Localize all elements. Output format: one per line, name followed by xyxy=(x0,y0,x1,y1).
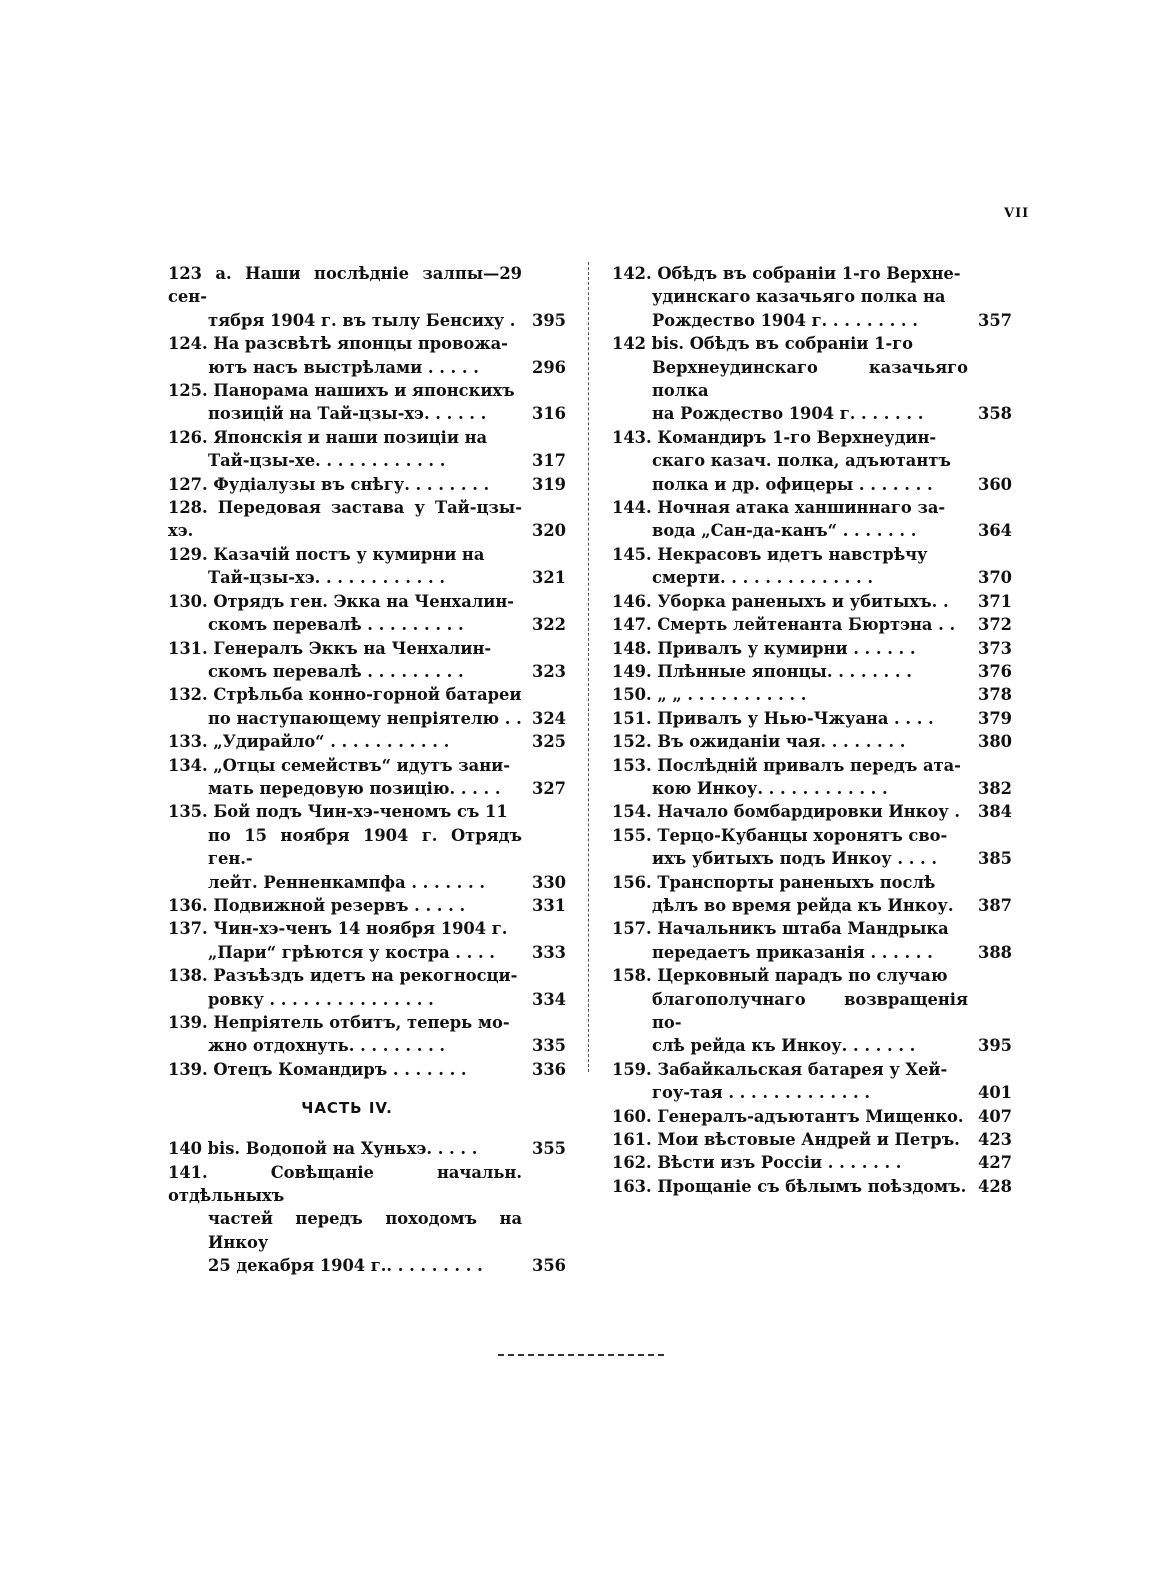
entry-line: 157. Начальникъ штаба Мандрыка xyxy=(612,919,949,939)
entry-line: 156. Транспорты раненыхъ послѣ xyxy=(612,872,936,892)
entry-line: 140 bis. Водопой на Хуньхэ. . . . . xyxy=(168,1139,478,1159)
entry-line: 145. Некрасовъ идетъ навстрѣчу xyxy=(612,544,928,564)
entry-title xyxy=(612,332,968,426)
entry-page-number: 335 xyxy=(532,1036,566,1056)
contents-entry xyxy=(612,917,1012,964)
contents-entry xyxy=(168,964,566,1011)
entry-title xyxy=(168,894,522,917)
contents-entry xyxy=(168,730,566,753)
entry-page-number: 388 xyxy=(978,942,1012,962)
contents-entry xyxy=(168,496,566,543)
entry-line: 149. Плѣнные японцы. . . . . . . . xyxy=(612,661,912,681)
entry-line: 147. Смерть лейтенанта Бюртэна . . xyxy=(612,615,956,635)
entry-line: кою Инкоу. . . . . . . . . . . . xyxy=(652,778,888,798)
entry-title xyxy=(612,496,968,543)
contents-entry xyxy=(168,332,566,379)
entry-page-number: 316 xyxy=(532,404,566,424)
entry-page-number: 355 xyxy=(532,1139,566,1159)
entry-page-number: 317 xyxy=(532,451,566,471)
contents-column-left xyxy=(168,262,566,1278)
entry-line: 138. Разъѣздъ идетъ на рекогносци- xyxy=(168,966,518,986)
contents-entry xyxy=(612,496,1012,543)
entry-title xyxy=(612,917,968,964)
entry-line: Тай-цзы-хе. . . . . . . . . . . . xyxy=(208,451,446,471)
entry-title xyxy=(168,543,522,590)
entry-page-number: 379 xyxy=(978,708,1012,728)
entry-title xyxy=(612,426,968,496)
illustration-list-part3 xyxy=(168,262,566,1081)
entry-line: тября 1904 г. въ тылу Бенсиху . xyxy=(208,310,516,330)
entry-line: 124. На разсвѣтѣ японцы провожа- xyxy=(168,334,508,354)
contents-entry xyxy=(612,1105,1012,1128)
contents-entry xyxy=(168,637,566,684)
entry-page-number: 357 xyxy=(978,310,1012,330)
entry-page-number: 319 xyxy=(532,474,566,494)
contents-entry xyxy=(612,1151,1012,1174)
contents-entry xyxy=(612,800,1012,823)
entry-line: 123 a. Наши послѣдніе залпы—29 сен- xyxy=(168,264,522,307)
entry-title xyxy=(168,800,522,894)
entry-line: по наступающему непріятелю . . xyxy=(208,708,522,728)
entry-page-number: 321 xyxy=(532,568,566,588)
contents-entry xyxy=(168,590,566,637)
contents-entry xyxy=(612,637,1012,660)
column-divider xyxy=(588,262,589,1072)
entry-line: 134. „Отцы семействъ“ идутъ зани- xyxy=(168,755,510,775)
entry-line: позицій на Тай-цзы-хэ. . . . . . xyxy=(208,404,487,424)
contents-entry xyxy=(612,824,1012,871)
entry-line: мать передовую позицію. . . . . xyxy=(208,778,501,798)
entry-line: 25 декабря 1904 г.. . . . . . . . . xyxy=(208,1256,483,1276)
entry-page-number: 325 xyxy=(532,732,566,752)
contents-entry xyxy=(612,1058,1012,1105)
entry-title xyxy=(612,824,968,871)
contents-entry xyxy=(612,590,1012,613)
entry-page-number: 334 xyxy=(532,989,566,1009)
contents-entry xyxy=(168,1011,566,1058)
entry-title xyxy=(168,473,522,496)
contents-entry xyxy=(168,800,566,894)
contents-entry xyxy=(612,683,1012,706)
contents-entry xyxy=(612,426,1012,496)
entry-title xyxy=(168,426,522,473)
entry-line: 158. Церковный парадъ по случаю xyxy=(612,966,948,986)
entry-title xyxy=(168,332,522,379)
entry-line: ихъ убитыхъ подъ Инкоу . . . . xyxy=(652,849,938,869)
entry-line: слѣ рейда къ Инкоу. . . . . . . xyxy=(652,1036,916,1056)
entry-line: гоу-тая . . . . . . . . . . . . . xyxy=(652,1083,871,1103)
entry-title xyxy=(612,683,968,706)
entry-line: „Пари“ грѣются у костра . . . . xyxy=(208,942,495,962)
entry-page-number: 358 xyxy=(978,404,1012,424)
contents-entry xyxy=(168,917,566,964)
contents-entry xyxy=(612,964,1012,1058)
entry-line: на Рождество 1904 г. . . . . . . xyxy=(652,404,924,424)
entry-page-number: 428 xyxy=(978,1176,1012,1196)
entry-page-number: 336 xyxy=(532,1059,566,1079)
entry-page-number: 331 xyxy=(532,895,566,915)
contents-entry xyxy=(612,332,1012,426)
entry-line: 161. Мои вѣстовые Андрей и Петръ. xyxy=(612,1130,960,1150)
entry-line: передаетъ приказанія . . . . . . xyxy=(652,942,933,962)
entry-line: жно отдохнуть. . . . . . . . . xyxy=(208,1036,446,1056)
entry-title xyxy=(168,730,522,753)
illustration-list-part4 xyxy=(168,1137,566,1277)
entry-title xyxy=(168,1161,522,1278)
entry-page-number: 395 xyxy=(532,310,566,330)
entry-line: 162. Вѣсти изъ Россіи . . . . . . . xyxy=(612,1153,902,1173)
contents-entry xyxy=(168,426,566,473)
entry-title xyxy=(612,660,968,683)
entry-title xyxy=(168,917,522,964)
entry-line: Рождество 1904 г. . . . . . . . . xyxy=(652,310,918,330)
entry-line: полка и др. офицеры . . . . . . . xyxy=(652,474,933,494)
entry-title xyxy=(612,1058,968,1105)
entry-line: ютъ насъ выстрѣлами . . . . . xyxy=(208,357,479,377)
entry-title xyxy=(612,964,968,1058)
entry-title xyxy=(168,1137,522,1160)
entry-title xyxy=(168,637,522,684)
entry-page-number: 378 xyxy=(978,685,1012,705)
entry-line: 143. Командиръ 1-го Верхнеудин- xyxy=(612,427,937,447)
entry-title xyxy=(612,1175,968,1198)
entry-line: ровку . . . . . . . . . . . . . . . xyxy=(208,989,434,1009)
entry-title xyxy=(612,754,968,801)
contents-entry xyxy=(612,660,1012,683)
entry-page-number: 364 xyxy=(978,521,1012,541)
entry-page-number: 385 xyxy=(978,849,1012,869)
entry-line: скомъ перевалѣ . . . . . . . . . xyxy=(208,661,464,681)
entry-line: 127. Фудіалузы въ снѣгу. . . . . . . . xyxy=(168,474,490,494)
entry-title xyxy=(612,871,968,918)
contents-entry xyxy=(168,262,566,332)
entry-line: 142. Обѣдъ въ собраніи 1-го Верхне- xyxy=(612,264,961,283)
contents-entry xyxy=(612,1175,1012,1198)
entry-line: смерти. . . . . . . . . . . . . . xyxy=(652,568,874,588)
entry-page-number: 322 xyxy=(532,615,566,635)
entry-line: 126. Японскія и наши позиціи на xyxy=(168,427,488,447)
contents-entry xyxy=(168,1058,566,1081)
entry-line: 159. Забайкальская батарея у Хей- xyxy=(612,1059,948,1079)
illustration-list-right xyxy=(612,262,1012,1198)
entry-title xyxy=(168,683,522,730)
entry-page-number: 370 xyxy=(978,568,1012,588)
entry-page-number: 373 xyxy=(978,638,1012,658)
entry-title xyxy=(168,379,522,426)
entry-page-number: 323 xyxy=(532,661,566,681)
entry-title xyxy=(612,613,968,636)
entry-line: удинскаго казачьяго полка на xyxy=(652,287,946,307)
contents-entry xyxy=(168,1161,566,1278)
entry-line: 137. Чин-хэ-ченъ 14 ноября 1904 г. xyxy=(168,919,508,939)
entry-line: 139. Непріятель отбитъ, теперь мо- xyxy=(168,1013,510,1032)
entry-page-number: 324 xyxy=(532,708,566,728)
entry-title xyxy=(612,262,968,332)
entry-title xyxy=(612,1105,968,1128)
entry-page-number: 371 xyxy=(978,591,1012,611)
entry-title xyxy=(168,964,522,1011)
entry-line: лейт. Ренненкампфа . . . . . . . xyxy=(208,872,486,892)
contents-entry xyxy=(612,730,1012,753)
entry-title xyxy=(168,262,522,332)
entry-line: Тай-цзы-хэ. . . . . . . . . . . . xyxy=(208,568,445,588)
entry-page-number: 382 xyxy=(978,778,1012,798)
contents-entry xyxy=(612,1128,1012,1151)
entry-line: 150. „ „ . . . . . . . . . . . xyxy=(612,685,807,705)
contents-entry xyxy=(168,894,566,917)
entry-page-number: 380 xyxy=(978,732,1012,752)
entry-line: 131. Генералъ Эккъ на Ченхалин- xyxy=(168,638,492,658)
entry-line: 133. „Удирайло“ . . . . . . . . . . . xyxy=(168,732,450,752)
entry-line: 129. Казачій постъ у кумирни на xyxy=(168,544,485,564)
entry-title xyxy=(168,1058,522,1081)
entry-title xyxy=(612,637,968,660)
entry-title xyxy=(168,754,522,801)
entry-page-number: 384 xyxy=(978,802,1012,822)
entry-line: благополучнаго возвращенія по- xyxy=(652,989,968,1032)
entry-page-number: 356 xyxy=(532,1256,566,1276)
entry-page-number: 401 xyxy=(978,1083,1012,1103)
entry-title xyxy=(612,590,968,613)
entry-page-number: 360 xyxy=(978,474,1012,494)
entry-title xyxy=(612,730,968,753)
entry-line: 154. Начало бомбардировки Инкоу . xyxy=(612,802,961,822)
entry-page-number: 296 xyxy=(532,357,566,377)
footer-rule xyxy=(498,1354,664,1356)
contents-entry xyxy=(168,1137,566,1160)
entry-line: 152. Въ ожиданіи чая. . . . . . . . xyxy=(612,732,906,752)
entry-title xyxy=(612,800,968,823)
entry-title xyxy=(612,1128,968,1151)
entry-line: 163. Прощаніе съ бѣлымъ поѣздомъ. xyxy=(612,1176,967,1196)
contents-entry xyxy=(168,379,566,426)
entry-page-number: 333 xyxy=(532,942,566,962)
entry-line: 144. Ночная атака ханшиннаго за- xyxy=(612,498,946,518)
entry-line: вода „Сан-да-канъ“ . . . . . . . xyxy=(652,521,917,541)
entry-line: Верхнеудинскаго казачьяго полка xyxy=(652,357,968,401)
entry-line: 148. Привалъ у кумирни . . . . . . xyxy=(612,638,916,658)
contents-entry xyxy=(168,754,566,801)
entry-line: частей передъ походомъ на Инкоу xyxy=(208,1209,522,1252)
entry-page-number: 387 xyxy=(978,895,1012,915)
entry-line: 128. Передовая застава у Тай-цзы-хэ. xyxy=(168,498,522,541)
entry-line: 142 bis. Обѣдъ въ собраніи 1-го xyxy=(612,334,914,354)
entry-page-number: 372 xyxy=(978,615,1012,635)
entry-line: 132. Стрѣльба конно-горной батареи xyxy=(168,685,522,705)
contents-entry xyxy=(612,262,1012,332)
contents-entry xyxy=(612,871,1012,918)
entry-line: дѣлъ во время рейда къ Инкоу. xyxy=(652,895,954,915)
entry-title xyxy=(168,1011,522,1058)
entry-page-number: 423 xyxy=(978,1130,1012,1150)
entry-line: 153. Послѣдній привалъ передъ ата- xyxy=(612,755,961,775)
entry-line: 130. Отрядъ ген. Экка на Ченхалин- xyxy=(168,591,515,611)
entry-line: 160. Генералъ-адъютантъ Мищенко. xyxy=(612,1106,964,1126)
contents-entry xyxy=(612,613,1012,636)
entry-line: 155. Терцо-Кубанцы хоронятъ сво- xyxy=(612,825,948,845)
entry-line: 139. Отецъ Командиръ . . . . . . . xyxy=(168,1059,467,1079)
contents-entry xyxy=(612,754,1012,801)
contents-entry xyxy=(168,683,566,730)
contents-entry xyxy=(612,707,1012,730)
entry-line: 146. Уборка раненыхъ и убитыхъ. . xyxy=(612,591,949,611)
entry-line: 136. Подвижной резервъ . . . . . xyxy=(168,895,466,915)
entry-page-number: 427 xyxy=(978,1153,1012,1173)
entry-page-number: 407 xyxy=(978,1106,1012,1126)
entry-line: 135. Бой подъ Чин-хэ-ченомъ съ 11 xyxy=(168,802,508,822)
entry-title xyxy=(612,543,968,590)
entry-page-number: 376 xyxy=(978,661,1012,681)
contents-entry xyxy=(168,473,566,496)
entry-page-number: 327 xyxy=(532,778,566,798)
entry-page-number: 320 xyxy=(532,521,566,541)
contents-entry xyxy=(168,543,566,590)
entry-line: 151. Привалъ у Нью-Чжуана . . . . xyxy=(612,708,934,728)
entry-line: скаго казач. полка, адъютантъ xyxy=(652,451,951,471)
entry-line: 141. Совѣщаніе начальн. отдѣльныхъ xyxy=(168,1162,522,1206)
entry-title xyxy=(168,496,522,543)
entry-title xyxy=(612,1151,968,1174)
entry-line: по 15 ноября 1904 г. Отрядъ ген.- xyxy=(208,825,522,869)
entry-line: скомъ перевалѣ . . . . . . . . . xyxy=(208,615,464,635)
contents-entry xyxy=(612,543,1012,590)
entry-title xyxy=(168,590,522,637)
entry-title xyxy=(612,707,968,730)
entry-page-number: 330 xyxy=(532,872,566,892)
section-title: ЧАСТЬ IV. xyxy=(301,1099,393,1118)
entry-page-number: 395 xyxy=(978,1036,1012,1056)
entry-line: 125. Панорама нашихъ и японскихъ xyxy=(168,381,515,401)
page-number: VII xyxy=(1004,206,1030,221)
contents-column-right xyxy=(612,262,1012,1198)
